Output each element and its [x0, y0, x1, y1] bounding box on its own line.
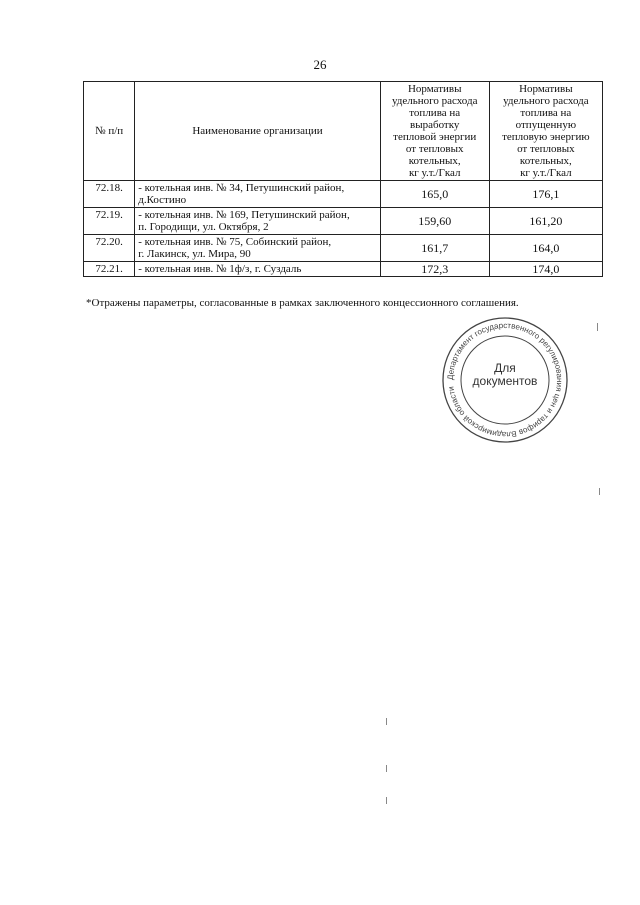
row-norm-supplied: 174,0 — [489, 262, 602, 277]
table-header-row — [84, 82, 603, 181]
scan-speck — [597, 323, 598, 331]
row-norm-supplied: 164,0 — [489, 235, 602, 262]
header-name: Наименование организации — [135, 82, 380, 181]
table-row — [84, 181, 603, 208]
stamp-center-text — [465, 362, 545, 388]
norms-table — [83, 81, 603, 277]
table-row — [84, 262, 603, 277]
stamp-ring-textpath: Департамент государственного регулирования цен и тарифов Владимирской области — [445, 320, 565, 440]
table-row — [84, 235, 603, 262]
row-num: 72.20. — [84, 235, 135, 262]
page-number: 26 — [313, 57, 327, 72]
header-norm-supplied: Нормативы удельного расхода топлива на отпущенную тепловую энергию от тепловых котельных, кг у.т./Гкал — [489, 82, 602, 181]
row-norm-generation: 172,3 — [380, 262, 489, 277]
scan-speck — [386, 797, 387, 804]
header-norm-generation: Нормативы удельного расхода топлива на выработку тепловой энергии от тепловых котельных, кг у.т./Гкал — [380, 82, 489, 181]
row-norm-generation: 159,60 — [380, 208, 489, 235]
row-norm-supplied: 176,1 — [489, 181, 602, 208]
scan-speck — [386, 765, 387, 772]
row-norm-supplied: 161,20 — [489, 208, 602, 235]
row-num: 72.19. — [84, 208, 135, 235]
row-num: 72.21. — [84, 262, 135, 277]
footnote: *Отражены параметры, согласованные в рамках заключенного концессионного соглашения. — [86, 297, 519, 309]
header-num: № п/п — [84, 82, 135, 181]
row-name: - котельная инв. № 1ф/з, г. Суздаль — [135, 262, 380, 277]
row-name: - котельная инв. № 34, Петушинский район, д.Костино — [135, 181, 380, 208]
row-norm-generation: 161,7 — [380, 235, 489, 262]
row-name: - котельная инв. № 75, Собинский район, г. Лакинск, ул. Мира, 90 — [135, 235, 380, 262]
scan-speck — [386, 718, 387, 725]
table-row — [84, 208, 603, 235]
scan-speck — [599, 488, 600, 495]
stamp-center-line-2: документов — [472, 374, 538, 388]
row-num: 72.18. — [84, 181, 135, 208]
row-norm-generation: 165,0 — [380, 181, 489, 208]
row-name: - котельная инв. № 169, Петушинский район, п. Городищи, ул. Октября, 2 — [135, 208, 380, 235]
stamp-center-line-1: Для — [494, 361, 516, 375]
